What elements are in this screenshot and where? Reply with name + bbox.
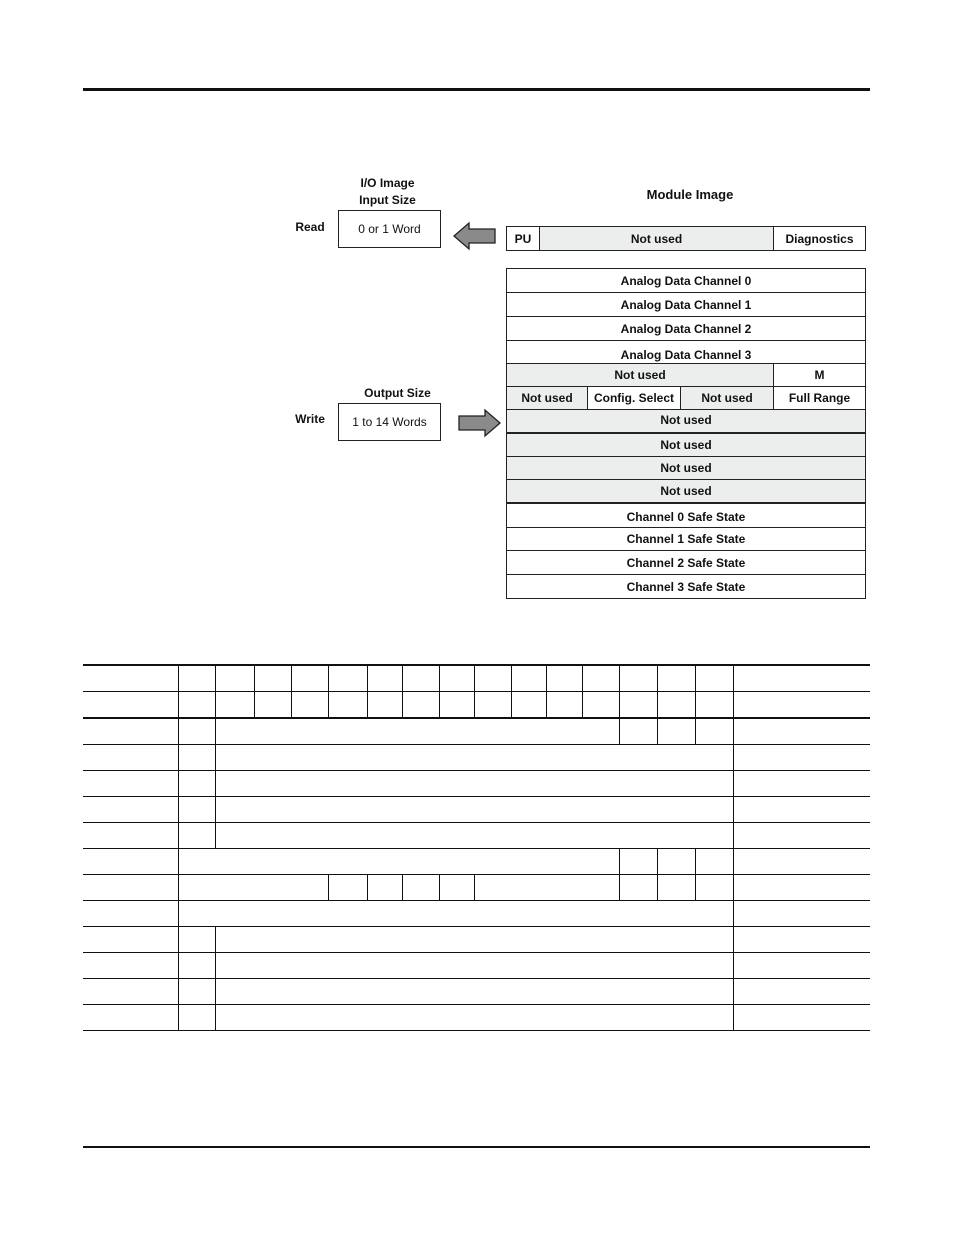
- analog-data-channel-1: Analog Data Channel 1: [506, 292, 866, 317]
- not-used-row-1: Not used: [506, 409, 866, 433]
- table-row: [83, 823, 870, 849]
- input-size-title: Input Size: [359, 193, 416, 207]
- table-header-row-1: [83, 665, 870, 692]
- table-row: [83, 718, 870, 745]
- channel-1-safe-state: Channel 1 Safe State: [506, 527, 866, 551]
- channel-0-safe-state: Channel 0 Safe State: [506, 503, 866, 528]
- input-pu-cell: PU: [506, 226, 540, 251]
- output-size-box: 1 to 14 Words: [338, 403, 441, 441]
- input-size-box: 0 or 1 Word: [338, 210, 441, 248]
- input-diagnostics-cell: Diagnostics: [773, 226, 866, 251]
- table-row: [83, 953, 870, 979]
- write-label: Write: [295, 412, 325, 426]
- table-row: [83, 797, 870, 823]
- not-used-row-4: Not used: [506, 479, 866, 503]
- analog-data-channel-3: Analog Data Channel 3: [506, 340, 866, 365]
- input-not-used-cell: Not used: [539, 226, 774, 251]
- config-row2-config-select: Config. Select: [587, 386, 681, 410]
- channel-2-safe-state: Channel 2 Safe State: [506, 550, 866, 575]
- read-arrow-icon: [452, 221, 498, 251]
- module-image-label: Module Image: [646, 187, 734, 202]
- output-size-label: Output Size: [364, 386, 431, 400]
- table-row: [83, 901, 870, 927]
- table-row: [83, 849, 870, 875]
- config-row1-m: M: [773, 363, 866, 387]
- table-row: [83, 927, 870, 953]
- not-used-row-2: Not used: [506, 433, 866, 457]
- read-label: Read: [295, 220, 325, 234]
- analog-data-channel-0: Analog Data Channel 0: [506, 268, 866, 293]
- table-row: [83, 745, 870, 771]
- table-row: [83, 979, 870, 1005]
- not-used-row-3: Not used: [506, 456, 866, 480]
- table-row: [83, 771, 870, 797]
- header-rule: [83, 88, 870, 91]
- config-row2-not-used-a: Not used: [506, 386, 588, 410]
- register-table: [83, 664, 870, 1031]
- analog-data-channel-2: Analog Data Channel 2: [506, 316, 866, 341]
- write-arrow-icon: [457, 408, 503, 438]
- table-header-row-2: [83, 692, 870, 719]
- channel-3-safe-state: Channel 3 Safe State: [506, 574, 866, 599]
- config-row1-not-used: Not used: [506, 363, 774, 387]
- config-row2-full-range: Full Range: [773, 386, 866, 410]
- io-image-label: [340, 175, 435, 209]
- table-row: [83, 875, 870, 901]
- config-row2-not-used-b: Not used: [680, 386, 774, 410]
- footer-rule: [83, 1146, 870, 1148]
- io-image-title: I/O Image: [360, 176, 415, 190]
- table-row: [83, 1005, 870, 1031]
